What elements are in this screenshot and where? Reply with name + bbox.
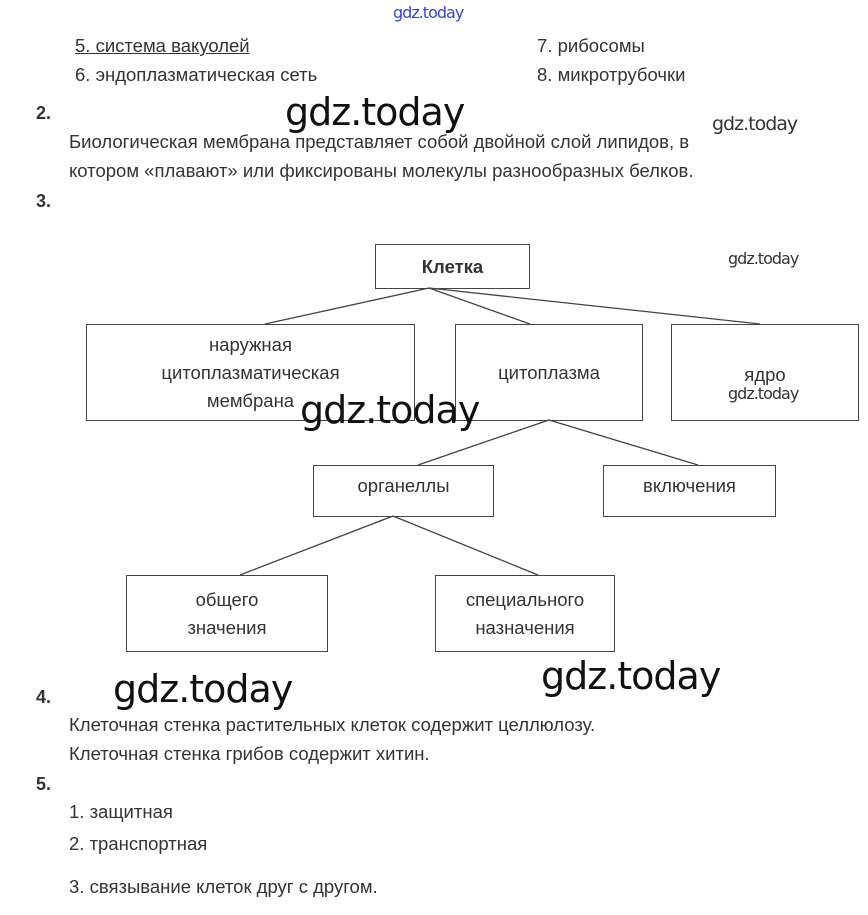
list-item-8: 8. микротрубочки	[537, 64, 686, 85]
watermark: gdz.today	[393, 3, 464, 22]
question-5-item-2: 2. транспортная	[69, 833, 208, 854]
node-cytoplasm-label: цитоплазма	[498, 361, 600, 383]
node-nucleus	[671, 324, 859, 421]
node-organelles-label: органеллы	[357, 475, 450, 496]
question-5-item-1: 1. защитная	[69, 801, 173, 822]
node-inclusions-label: включения	[643, 475, 736, 496]
connector-cytoplasm-inclusions	[549, 420, 698, 465]
node-membrane-line3: мембрана	[206, 389, 295, 411]
watermark: gdz.today	[728, 249, 799, 268]
node-cell-label: Клетка	[421, 255, 484, 277]
question-2-number: 2.	[36, 103, 52, 123]
connector-organelles-general	[240, 516, 393, 575]
node-cell	[375, 244, 530, 289]
question-5-item-3: 3. связывание клеток друг с другом.	[69, 876, 378, 897]
watermark: gdz.today	[113, 667, 293, 711]
question-4-text-line2: Клеточная стенка грибов содержит хитин.	[69, 743, 430, 764]
node-general-line2: значения	[187, 616, 267, 638]
watermark: gdz.today	[300, 388, 480, 432]
list-item-5: 5. система вакуолей	[75, 35, 250, 56]
question-3-number: 3.	[36, 191, 52, 211]
watermark: gdz.today	[712, 113, 798, 135]
node-general-line1: общего	[195, 588, 259, 610]
list-item-7: 7. рибосомы	[537, 35, 645, 56]
watermark: gdz.today	[541, 654, 721, 698]
node-special-line1: специального	[465, 588, 585, 610]
watermark: gdz.today	[285, 90, 465, 134]
connector-root-membrane	[265, 288, 429, 324]
node-general	[126, 575, 328, 652]
watermark: gdz.today	[728, 384, 799, 403]
node-membrane-line2: цитоплазматическая	[161, 361, 340, 383]
question-4-text-line1: Клеточная стенка растительных клеток содержит целлюлозу.	[69, 714, 596, 735]
question-2-text-line2: котором «плавают» или фиксированы молекулы разнообразных белков.	[69, 160, 694, 181]
node-inclusions	[603, 465, 776, 517]
node-special-line2: назначения	[475, 616, 575, 638]
node-organelles	[313, 465, 494, 517]
node-nucleus-label: ядро	[744, 363, 786, 385]
question-2-text-line1: Биологическая мембрана представляет собой двойной слой липидов, в	[69, 131, 690, 152]
node-cytoplasm	[455, 324, 643, 421]
list-item-6: 6. эндоплазматическая сеть	[75, 64, 318, 85]
question-5-number: 5.	[36, 774, 52, 794]
connector-organelles-special	[393, 516, 538, 575]
question-4-number: 4.	[36, 687, 52, 707]
node-membrane-line1: наружная	[209, 333, 292, 355]
node-special	[435, 575, 615, 652]
